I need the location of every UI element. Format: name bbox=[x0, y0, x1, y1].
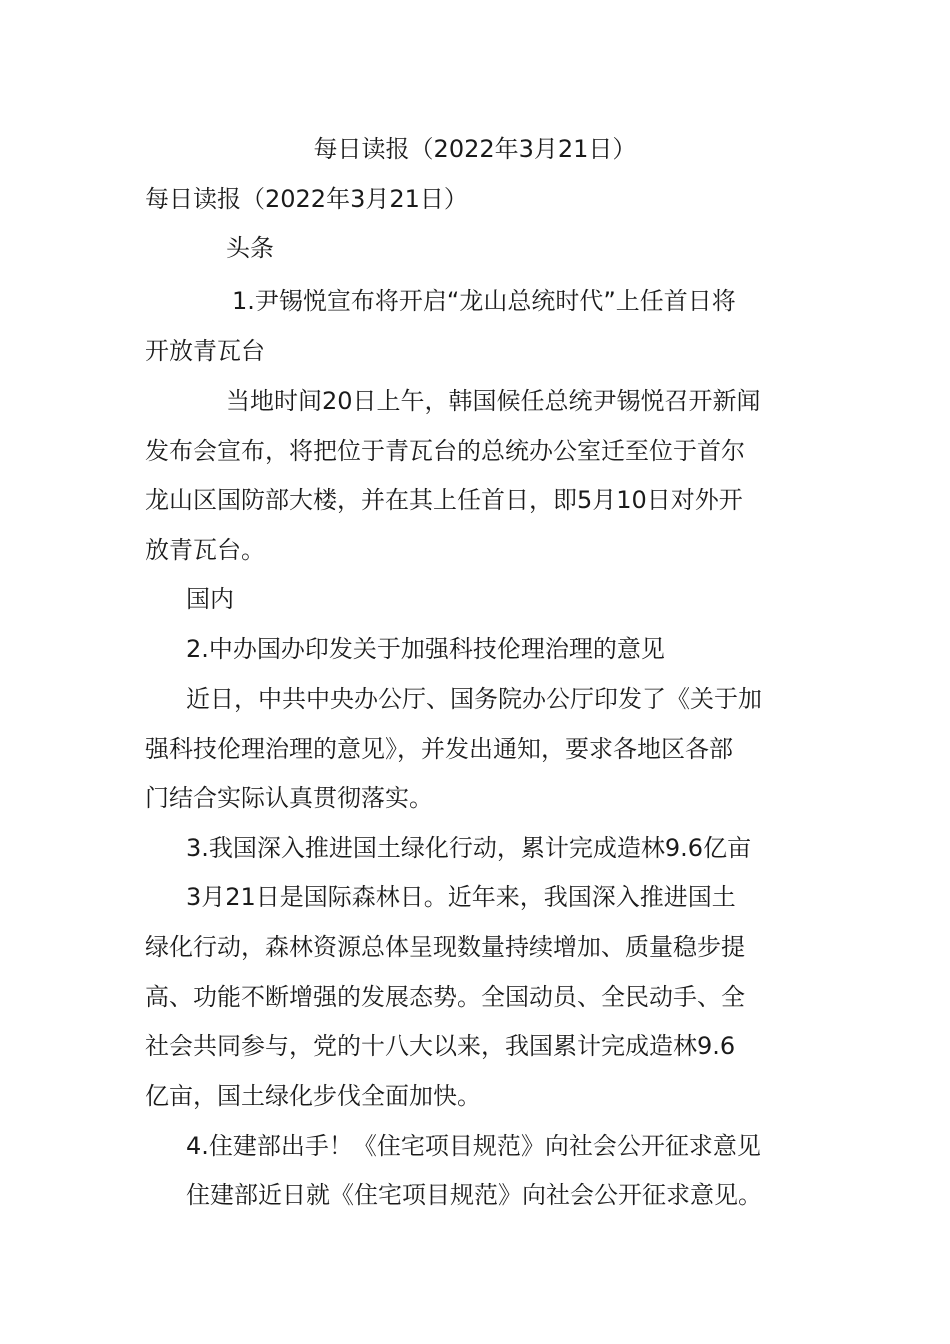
item2-body-line2: 强科技伦理治理的意见》，并发出通知，要求各地区各部 bbox=[145, 735, 733, 763]
item1-body-line4: 放青瓦台。 bbox=[145, 536, 265, 564]
item1-body-line3: 龙山区国防部大楼，并在其上任首日，即5月10日对外开 bbox=[145, 486, 743, 514]
item3-body-line5: 亿亩，国土绿化步伐全面加快。 bbox=[145, 1082, 481, 1110]
item3-body-line2: 绿化行动，森林资源总体呈现数量持续增加、质量稳步提 bbox=[145, 933, 745, 961]
item1-body-line2: 发布会宣布，将把位于青瓦台的总统办公室迁至位于首尔 bbox=[145, 437, 745, 465]
item1-body-line1: 当地时间20日上午，韩国候任总统尹锡悦召开新闻 bbox=[226, 387, 761, 415]
document-subtitle: 每日读报（2022年3月21日） bbox=[145, 185, 468, 213]
item2-body-line1: 近日，中共中央办公厅、国务院办公厅印发了《关于加 bbox=[186, 685, 762, 713]
section-domestic-label: 国内 bbox=[186, 585, 234, 613]
item3-body-line1: 3月21日是国际森林日。近年来，我国深入推进国土 bbox=[186, 883, 736, 911]
item1-title-line2: 开放青瓦台 bbox=[145, 337, 265, 365]
item2-title: 2.中办国办印发关于加强科技伦理治理的意见 bbox=[186, 635, 665, 663]
document-title: 每日读报（2022年3月21日） bbox=[313, 135, 637, 163]
section-headline-label: 头条 bbox=[226, 234, 274, 262]
item4-title: 4.住建部出手！《住宅项目规范》向社会公开征求意见 bbox=[186, 1132, 761, 1160]
item1-title-line1: 1.尹锡悦宣布将开启“龙山总统时代”上任首日将 bbox=[232, 287, 736, 315]
item4-body-line1: 住建部近日就《住宅项目规范》向社会公开征求意见。 bbox=[186, 1181, 762, 1209]
item3-body-line4: 社会共同参与，党的十八大以来，我国累计完成造林9.6 bbox=[145, 1032, 736, 1060]
item2-body-line3: 门结合实际认真贯彻落实。 bbox=[145, 784, 433, 812]
item3-body-line3: 高、功能不断增强的发展态势。全国动员、全民动手、全 bbox=[145, 983, 745, 1011]
item3-title: 3.我国深入推进国土绿化行动，累计完成造林9.6亿亩 bbox=[186, 834, 752, 862]
